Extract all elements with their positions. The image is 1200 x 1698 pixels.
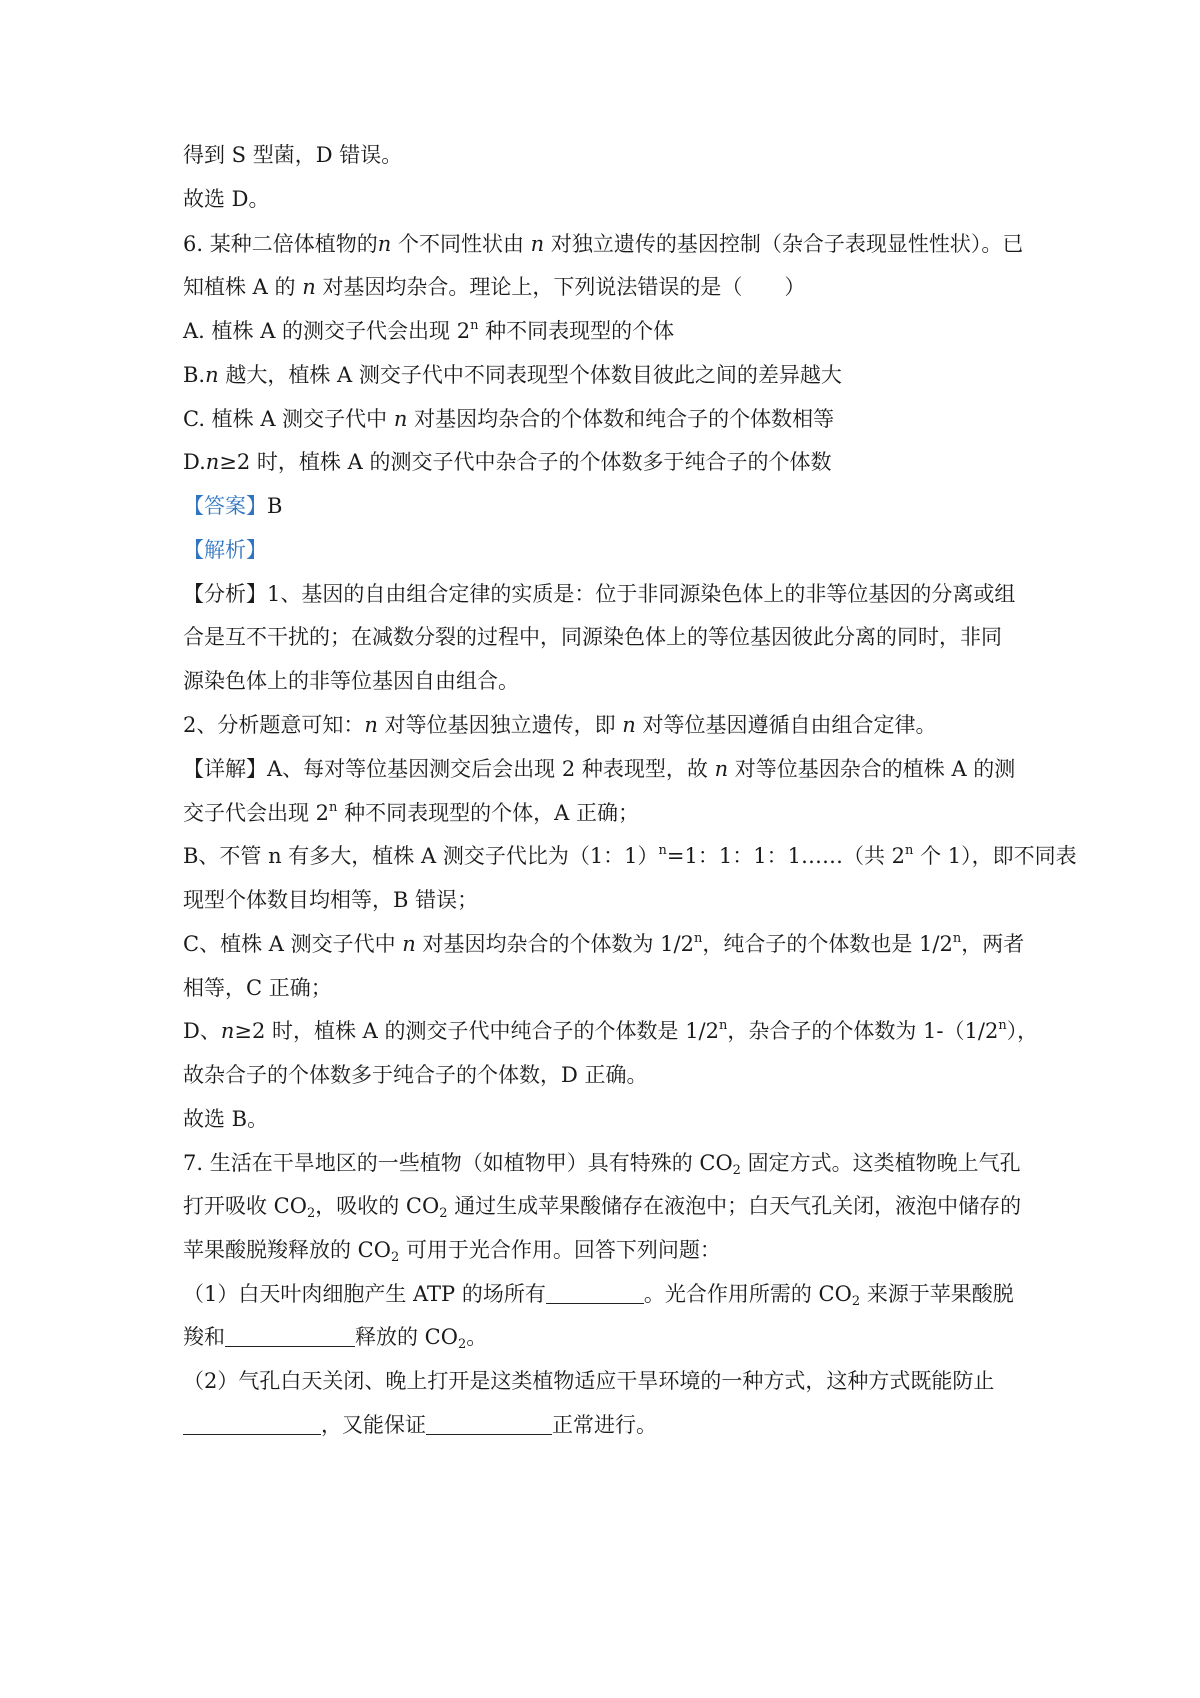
- q6-fenxi-line3: 源染色体上的非等位基因自由组合。: [183, 669, 519, 693]
- q6-option-d: D.n≥2 时，植株 A 的测交子代中杂合子的个体数多于纯合子的个体数: [183, 450, 832, 474]
- q6-xiangjie-c2: 相等，C 正确；: [183, 976, 332, 1000]
- q6-xiangjie-a1: 【详解】A、每对等位基因测交后会出现 2 种表现型，故 n 对等位基因杂合的植株 A 的测: [183, 757, 1016, 781]
- q6-stem-line2: 知植株 A 的 n 对基因均杂合。理论上，下列说法错误的是（ ）: [183, 275, 806, 299]
- q7-stem-line1: 7. 生活在干旱地区的一些植物（如植物甲）具有特殊的 $CO_2$ 固定方式。这类植物晚上气孔: [183, 1151, 1021, 1178]
- q6-xiangjie-b1: B、不管 n 有多大，植株 A 测交子代比为（1：1）$^n$=1：1：1：1……（共 2$^n$ 个 1），即不同表: [183, 843, 1077, 868]
- q7-part2-line1: （2）气孔白天关闭、晚上打开是这类植物适应干旱环境的一种方式，这种方式既能防止: [183, 1369, 995, 1393]
- q7-part1-line1: （1）白天叶肉细胞产生 ATP 的场所有 。光合作用所需的 $CO_2$ 来源于苹果酸脱: [183, 1282, 1014, 1309]
- q6-xiangjie-a2: 交子代会出现 2$^n$ 种不同表现型的个体，A 正确；: [183, 800, 639, 825]
- q6-xiangjie-d2: 故杂合子的个体数多于纯合子的个体数，D 正确。: [183, 1063, 648, 1087]
- prev-conclusion: 故选 D。: [183, 187, 270, 211]
- q6-conclusion: 故选 B。: [183, 1107, 269, 1131]
- q6-option-b: B.n 越大，植株 A 测交子代中不同表现型个体数目彼此之间的差异越大: [183, 363, 842, 387]
- answer-tag: 【答案】: [183, 494, 267, 518]
- q6-answer: 【答案】B: [183, 494, 283, 518]
- answer-blank-4[interactable]: [426, 1414, 552, 1435]
- answer-blank-3[interactable]: [183, 1414, 321, 1435]
- q7-part2-line2: ，又能保证 正常进行。: [183, 1410, 657, 1440]
- q6-fenxi-line2: 合是互不干扰的；在减数分裂的过程中，同源染色体上的等位基因彼此分离的同时，非同: [183, 625, 1002, 649]
- q7-part1-line2: 羧和 释放的 $CO_2$。: [183, 1325, 488, 1352]
- q6-fenxi-line1: 【分析】1、基因的自由组合定律的实质是：位于非同源染色体上的非等位基因的分离或组: [183, 582, 1016, 606]
- q6-stem-line1: 6. 某种二倍体植物的n 个不同性状由 n 对独立遗传的基因控制（杂合子表现显性性状）。已: [183, 232, 1024, 256]
- prev-answer-line: 得到 S 型菌，D 错误。: [183, 143, 403, 167]
- q7-stem-line2: 打开吸收 $CO_2$，吸收的 $CO_2$ 通过生成苹果酸储存在液泡中；白天气孔关闭，液泡中储存的: [183, 1194, 1022, 1221]
- q7-stem-line3: 苹果酸脱羧释放的 $CO_2$ 可用于光合作用。回答下列问题：: [183, 1238, 721, 1265]
- q6-analysis-tag: 【解析】: [183, 538, 267, 562]
- q6-fenxi-line4: 2、分析题意可知：n 对等位基因独立遗传，即 n 对等位基因遵循自由组合定律。: [183, 713, 937, 737]
- q6-option-c: C. 植株 A 测交子代中 n 对基因均杂合的个体数和纯合子的个体数相等: [183, 407, 835, 431]
- q6-xiangjie-b2: 现型个体数目均相等，B 错误；: [183, 888, 479, 912]
- q6-xiangjie-c1: C、植株 A 测交子代中 n 对基因均杂合的个体数为 1/2$^n$，纯合子的个体数也是 1/2$^n$，两者: [183, 931, 1025, 956]
- answer-blank-1[interactable]: [546, 1283, 644, 1304]
- q6-xiangjie-d1: D、n≥2 时，植株 A 的测交子代中纯合子的个体数是 1/2$^n$，杂合子的个体数为 1-（1/2$^n$），: [183, 1018, 1039, 1043]
- q6-option-a: A. 植株 A 的测交子代会出现 2$^n$ 种不同表现型的个体: [183, 318, 675, 343]
- answer-blank-2[interactable]: [225, 1326, 355, 1347]
